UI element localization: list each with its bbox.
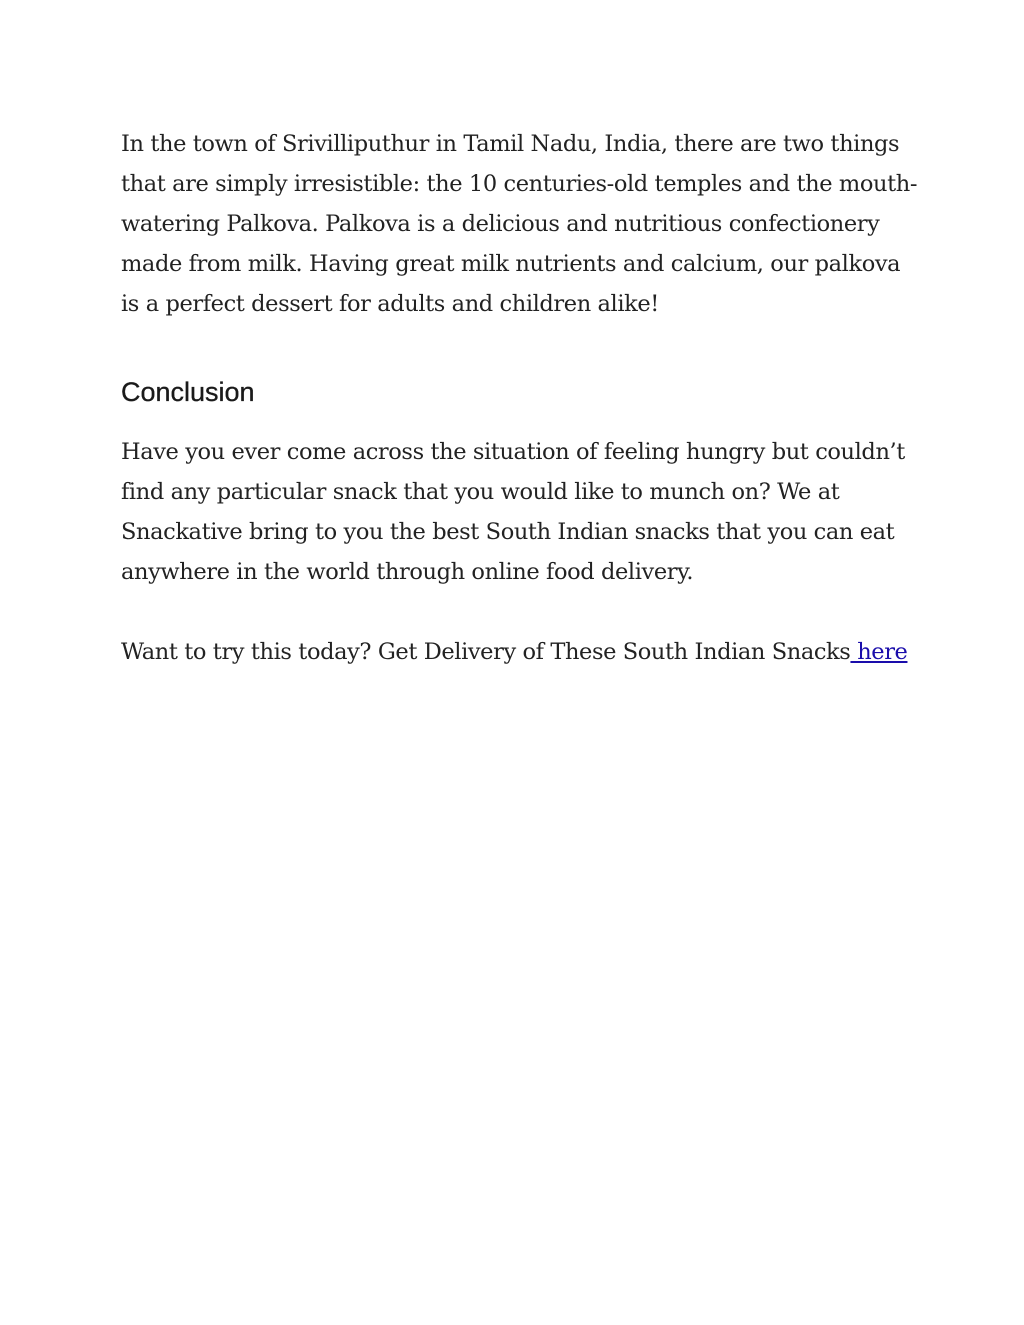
document-page (121, 124, 921, 672)
conclusion-paragraph: Have you ever come across the situation of feeling hungry but couldn’t find any particular snack that you would like to munch on? We at Snackative bring to you the best South Indian snacks that you can eat anywhere in the world through online food delivery. (121, 439, 905, 585)
cta-text: Want to try this today? Get Delivery of These South Indian Snacks (121, 639, 851, 665)
intro-paragraph: In the town of Srivilliputhur in Tamil Nadu, India, there are two things that are simply irresistible: the 10 centuries-old temples and the mouth-watering Palkova. Palkova is a delicious and nutritious confectionery made from milk. Having great milk nutrients and calcium, our palkova is a perfect dessert for adults and children alike! (121, 131, 918, 317)
conclusion-heading: Conclusion (121, 377, 255, 407)
here-link[interactable]: here (850, 639, 908, 665)
cta-paragraph (121, 632, 921, 672)
